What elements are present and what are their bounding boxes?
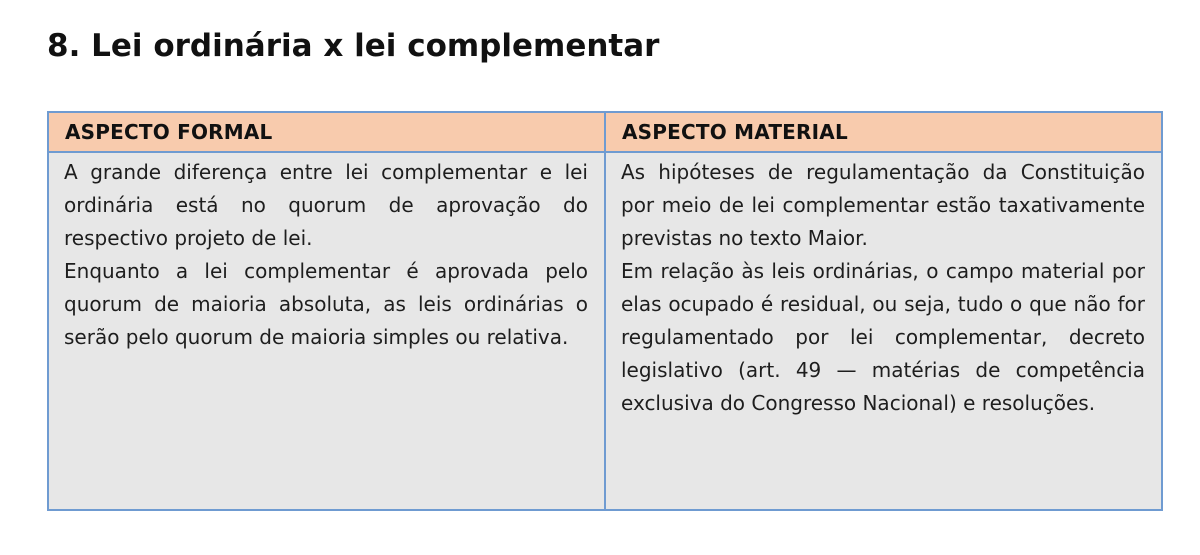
table-header-row — [48, 112, 1162, 152]
material-paragraph-2: Em relação às leis ordinárias, o campo material por elas ocupado é residual, ou seja, tudo o que não for regulamentado por lei complementar, decreto legislativo (art. 49 — matérias de competência exclusiva do Congresso Nacional) e resoluções. — [621, 259, 1145, 415]
formal-paragraph-2: Enquanto a lei complementar é aprovada pelo quorum de maioria absoluta, as leis ordinárias o serão pelo quorum de maioria simples ou relativa. — [64, 259, 588, 349]
comparison-table — [47, 111, 1163, 511]
cell-aspecto-formal — [48, 152, 605, 510]
header-aspecto-formal: ASPECTO FORMAL — [48, 112, 605, 152]
section-title: 8. Lei ordinária x lei complementar — [47, 28, 660, 64]
cell-aspecto-material — [605, 152, 1162, 510]
material-paragraph-1: As hipóteses de regulamentação da Constituição por meio de lei complementar estão taxativamente previstas no texto Maior. — [621, 160, 1145, 250]
formal-paragraph-1: A grande diferença entre lei complementar e lei ordinária está no quorum de aprovação do respectivo projeto de lei. — [64, 160, 588, 250]
table-row — [48, 152, 1162, 510]
header-aspecto-material: ASPECTO MATERIAL — [605, 112, 1162, 152]
